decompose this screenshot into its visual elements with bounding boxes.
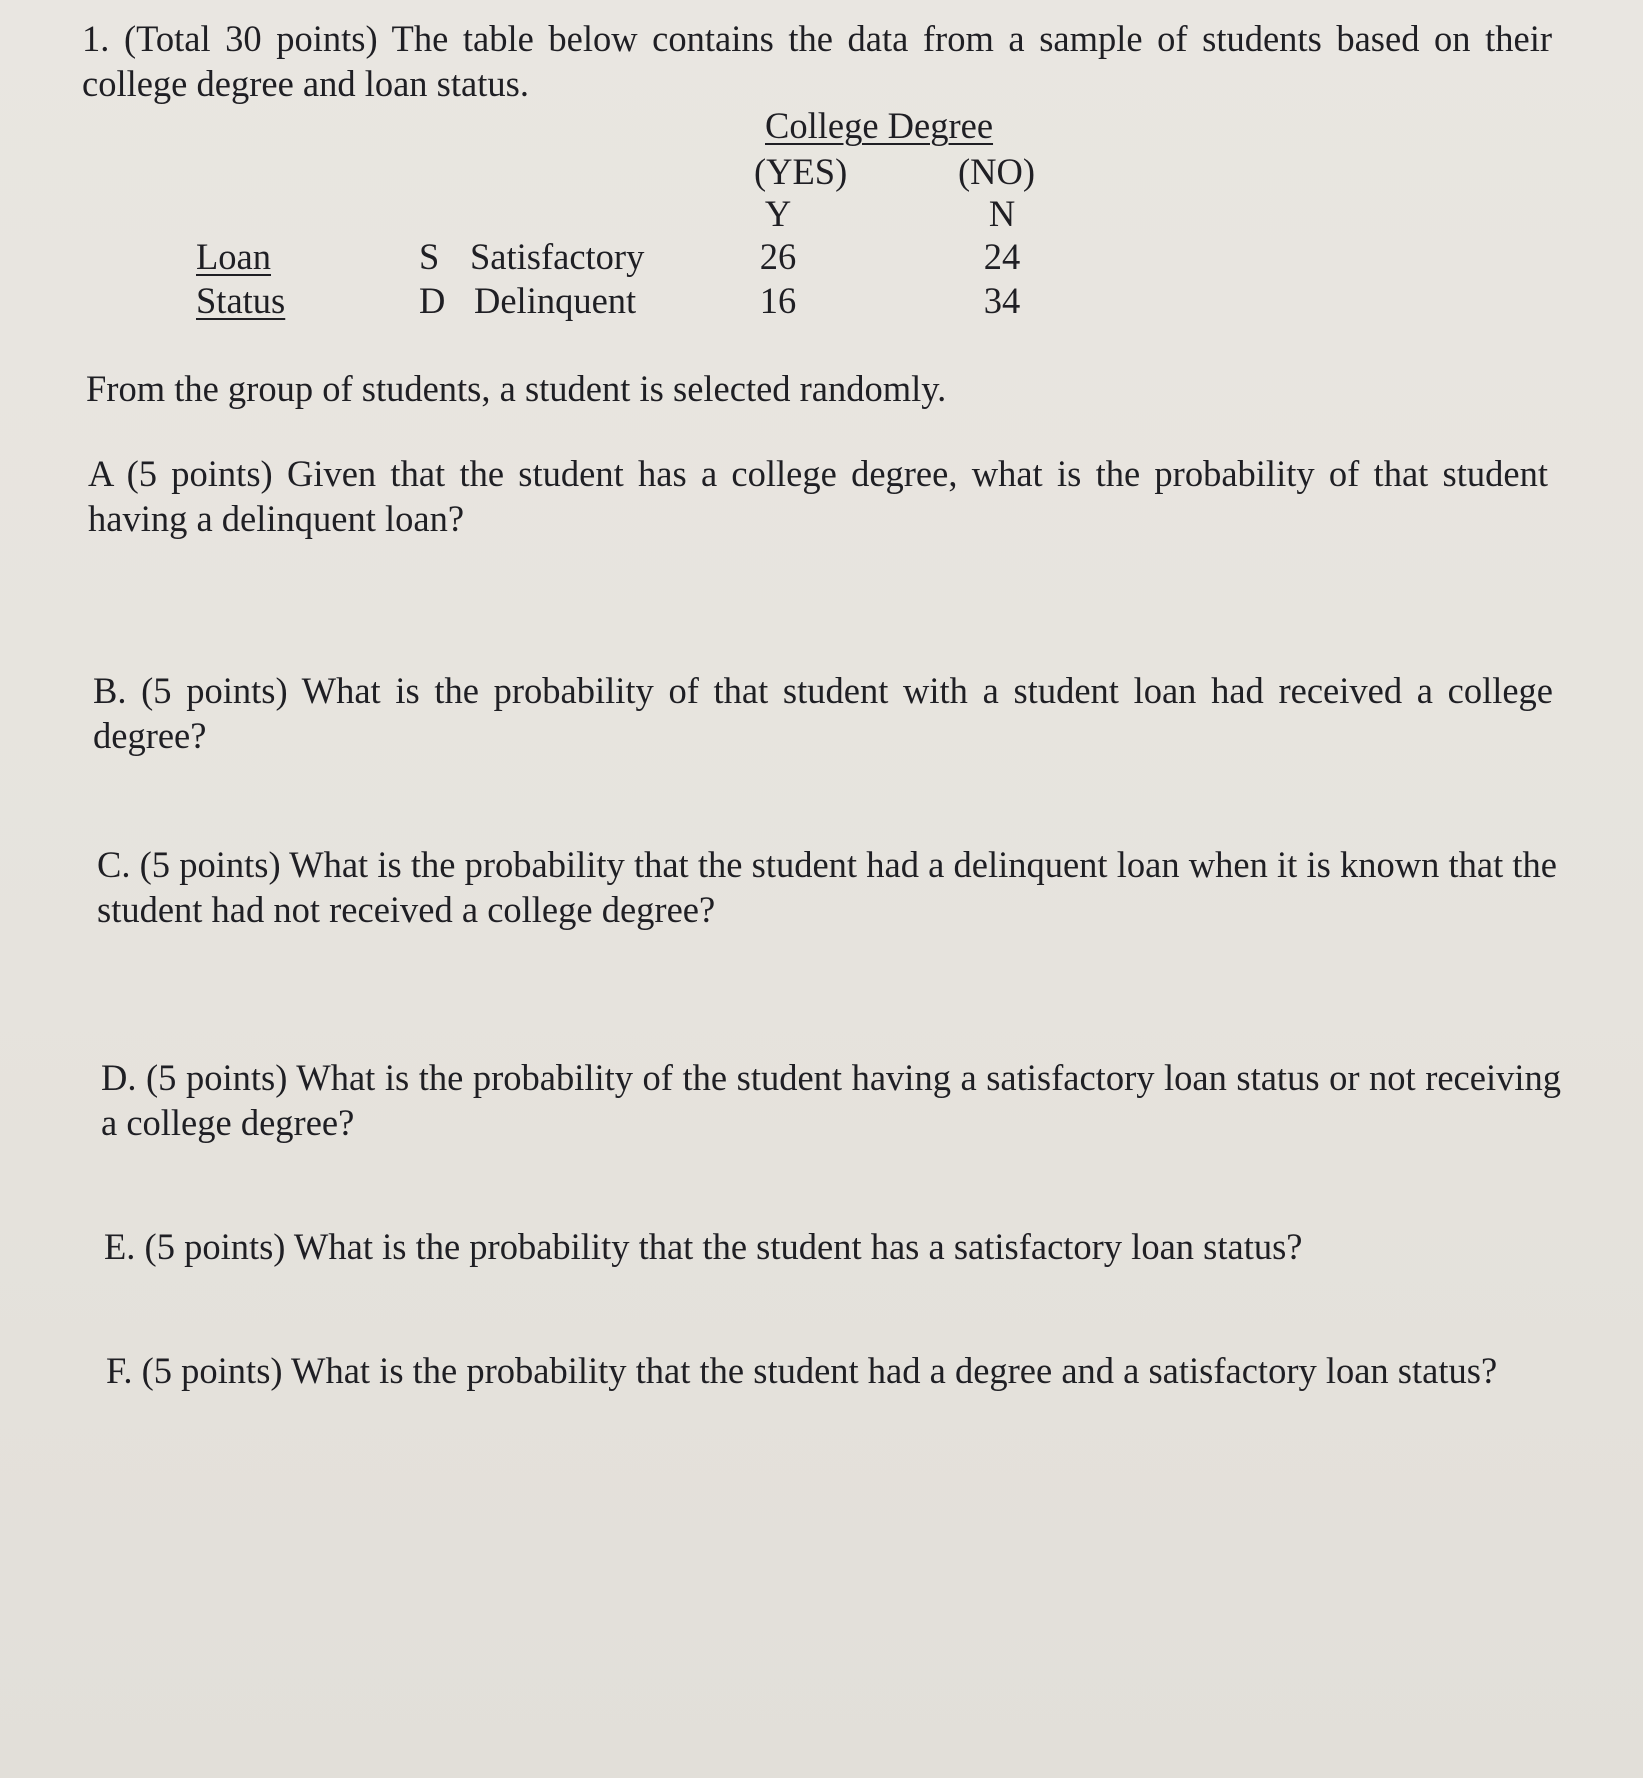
row-label-satisfactory: Satisfactory	[470, 236, 645, 277]
cell-delinquent-no: 34	[983, 280, 1021, 321]
part-e-text: E. (5 points) What is the probability that the student has a satisfactory loan status?	[104, 1226, 1303, 1267]
contingency-table	[0, 0, 1643, 340]
column-header-yes: (YES)	[754, 151, 848, 192]
setup-text: From the group of students, a student is selected randomly.	[86, 368, 947, 409]
column-code-y: Y	[764, 193, 792, 234]
column-code-n: N	[988, 193, 1016, 234]
part-a-text: A (5 points) Given that the student has a college degree, what is the probability of that student having a delinquent loan?	[88, 453, 1548, 539]
cell-satisfactory-no: 24	[983, 236, 1021, 277]
column-header-no: (NO)	[958, 151, 1036, 192]
part-d-text: D. (5 points) What is the probability of the student having a satisfactory loan status or not receiving a college degree?	[101, 1057, 1561, 1143]
table-header-college-degree: College Degree	[765, 105, 994, 146]
question-intro: 1. (Total 30 points) The table below contains the data from a sample of students based on their college degree and loan status.	[82, 18, 1552, 104]
row-header-status: Status	[196, 280, 286, 321]
part-b-text: B. (5 points) What is the probability of that student with a student loan had received a college degree?	[93, 670, 1553, 756]
cell-satisfactory-yes: 26	[759, 236, 797, 277]
part-f-text: F. (5 points) What is the probability that the student had a degree and a satisfactory loan status?	[106, 1350, 1498, 1391]
row-header-loan: Loan	[196, 236, 271, 277]
row-code-d: D	[419, 280, 446, 321]
part-c-text: C. (5 points) What is the probability that the student had a delinquent loan when it is known that the student had not received a college degree?	[97, 844, 1557, 930]
row-code-s: S	[419, 236, 440, 277]
row-label-delinquent: Delinquent	[474, 280, 637, 321]
cell-delinquent-yes: 16	[759, 280, 797, 321]
